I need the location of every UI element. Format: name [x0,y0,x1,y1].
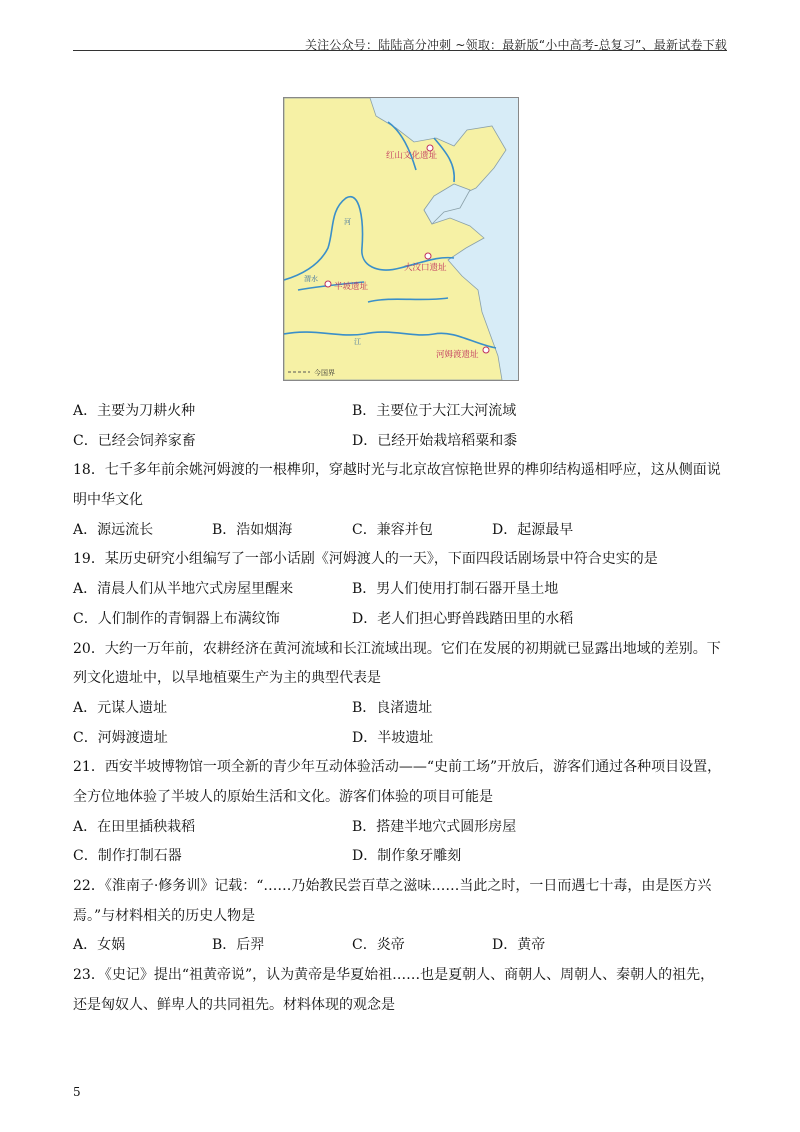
q23-stem-line2: 还是匈奴人、鲜卑人的共同祖先。材料体现的观念是 [73,996,395,1013]
q22-stem-line2: 焉。”与材料相关的历史人物是 [73,907,256,924]
weishui-label: 渭水 [304,275,318,283]
q18-option-d[interactable]: D．起源最早 [492,521,574,538]
q19-stem: 19．某历史研究小组编写了一部小话剧《河姆渡人的一天》，下面四段话剧场景中符合史实的是 [73,551,658,568]
q20-options-row1 [73,694,733,724]
q21-stem-line1: 21．西安半坡博物馆一项全新的青少年互动体验活动——“史前工场”开放后，游客们通过各种项目设置， [73,759,722,776]
q17-option-d[interactable]: D．已经开始栽培稻粟和黍 [352,432,518,449]
q20-option-d[interactable]: D．半坡遗址 [352,729,434,746]
q17-option-a[interactable]: A．主要为刀耕火种 [73,403,196,419]
map-svg [284,98,518,380]
river-jiang-label: 江 [354,338,361,346]
page-number: 5 [73,1085,81,1099]
q22-option-b[interactable]: B．后羿 [212,937,265,954]
q23-stem-line1: 23．《史记》提出“祖黄帝说”，认为黄帝是华夏始祖……也是夏朝人、商朝人、周朝人、秦朝人的祖先， [73,967,715,984]
q19-option-d[interactable]: D．老人们担心野兽践踏田里的水稻 [352,610,574,627]
q17-option-c[interactable]: C．已经会饲养家畜 [73,432,196,449]
q20-option-a[interactable]: A．元谋人遗址 [73,699,168,716]
q21-option-d[interactable]: D．制作象牙雕刻 [352,848,462,865]
page-header: 关注公众号：陆陆高分冲刺 ~领取：最新版“小中高考-总复习”、最新试卷下载 [304,38,727,52]
q22-stem-line1: 22．《淮南子·修务训》记载：“……乃始教民尝百草之滋味……当此之时，一日而遇七十毒，由是医方兴 [73,878,712,894]
q21-option-a[interactable]: A．在田里插秧栽稻 [73,818,196,835]
q21-options-row1 [73,813,733,843]
q21-option-b[interactable]: B．搭建半地穴式圆形房屋 [352,818,517,835]
dawenkou-site-label: 大汶口遗址 [404,263,447,273]
q17-options-row1 [73,397,733,427]
q17-option-b[interactable]: B．主要位于大江大河流域 [352,403,517,419]
hongshan-site-label: 红山文化遗址 [386,151,438,161]
q19-options-row2 [73,605,733,635]
banpo-site-marker [325,281,331,287]
q19-option-c[interactable]: C．人们制作的青铜器上布满纹饰 [73,610,280,627]
q22-option-d[interactable]: D．黄帝 [492,937,546,954]
hemudu-site-marker [483,347,489,353]
river-he-label: 河 [344,218,351,226]
q18-stem-line1: 18．七千多年前余姚河姆渡的一根榫卯，穿越时光与北京故宫惊艳世界的榫卯结构遥相呼应，这从侧面说 [73,462,721,479]
legend-caption: 今国界 [314,369,335,377]
q21-stem-line2: 全方位地体验了半坡人的原始生活和文化。游客们体验的项目可能是 [73,788,493,805]
header-rule [73,50,727,51]
q18-option-b[interactable]: B．浩如烟海 [212,521,293,538]
q20-stem-line1: 20．大约一万年前，农耕经济在黄河流域和长江流域出现。它们在发展的初期就已显露出地域的差别。下 [73,640,721,657]
land-area [284,98,506,380]
q20-stem-line2: 列文化遗址中，以旱地植粟生产为主的典型代表是 [73,670,381,687]
q18-stem-line2: 明中华文化 [73,492,143,509]
neolithic-sites-map [283,97,519,381]
q18-option-a[interactable]: A．源远流长 [73,521,154,538]
banpo-site-label: 半坡遗址 [334,282,369,292]
q20-option-c[interactable]: C．河姆渡遗址 [73,729,168,746]
q22-option-c[interactable]: C．炎帝 [352,937,405,954]
q20-option-b[interactable]: B．良渚遗址 [352,699,433,716]
q19-options-row1 [73,575,733,605]
q20-options-row2 [73,724,733,754]
q18-options [73,516,733,546]
dawenkou-site-marker [425,253,431,259]
q17-options-row2 [73,427,733,457]
q19-option-b[interactable]: B．男人们使用打制石器开垦土地 [352,581,559,598]
hemudu-site-label: 河姆渡遗址 [436,350,479,360]
q18-option-c[interactable]: C．兼容并包 [352,521,433,538]
q22-option-a[interactable]: A．女娲 [73,937,126,954]
question-content [73,397,733,1020]
hongshan-site-marker [427,145,433,151]
q21-options-row2 [73,842,733,872]
q22-options [73,931,733,961]
q21-option-c[interactable]: C．制作打制石器 [73,848,182,865]
q19-option-a[interactable]: A．清晨人们从半地穴式房屋里醒来 [73,581,294,598]
